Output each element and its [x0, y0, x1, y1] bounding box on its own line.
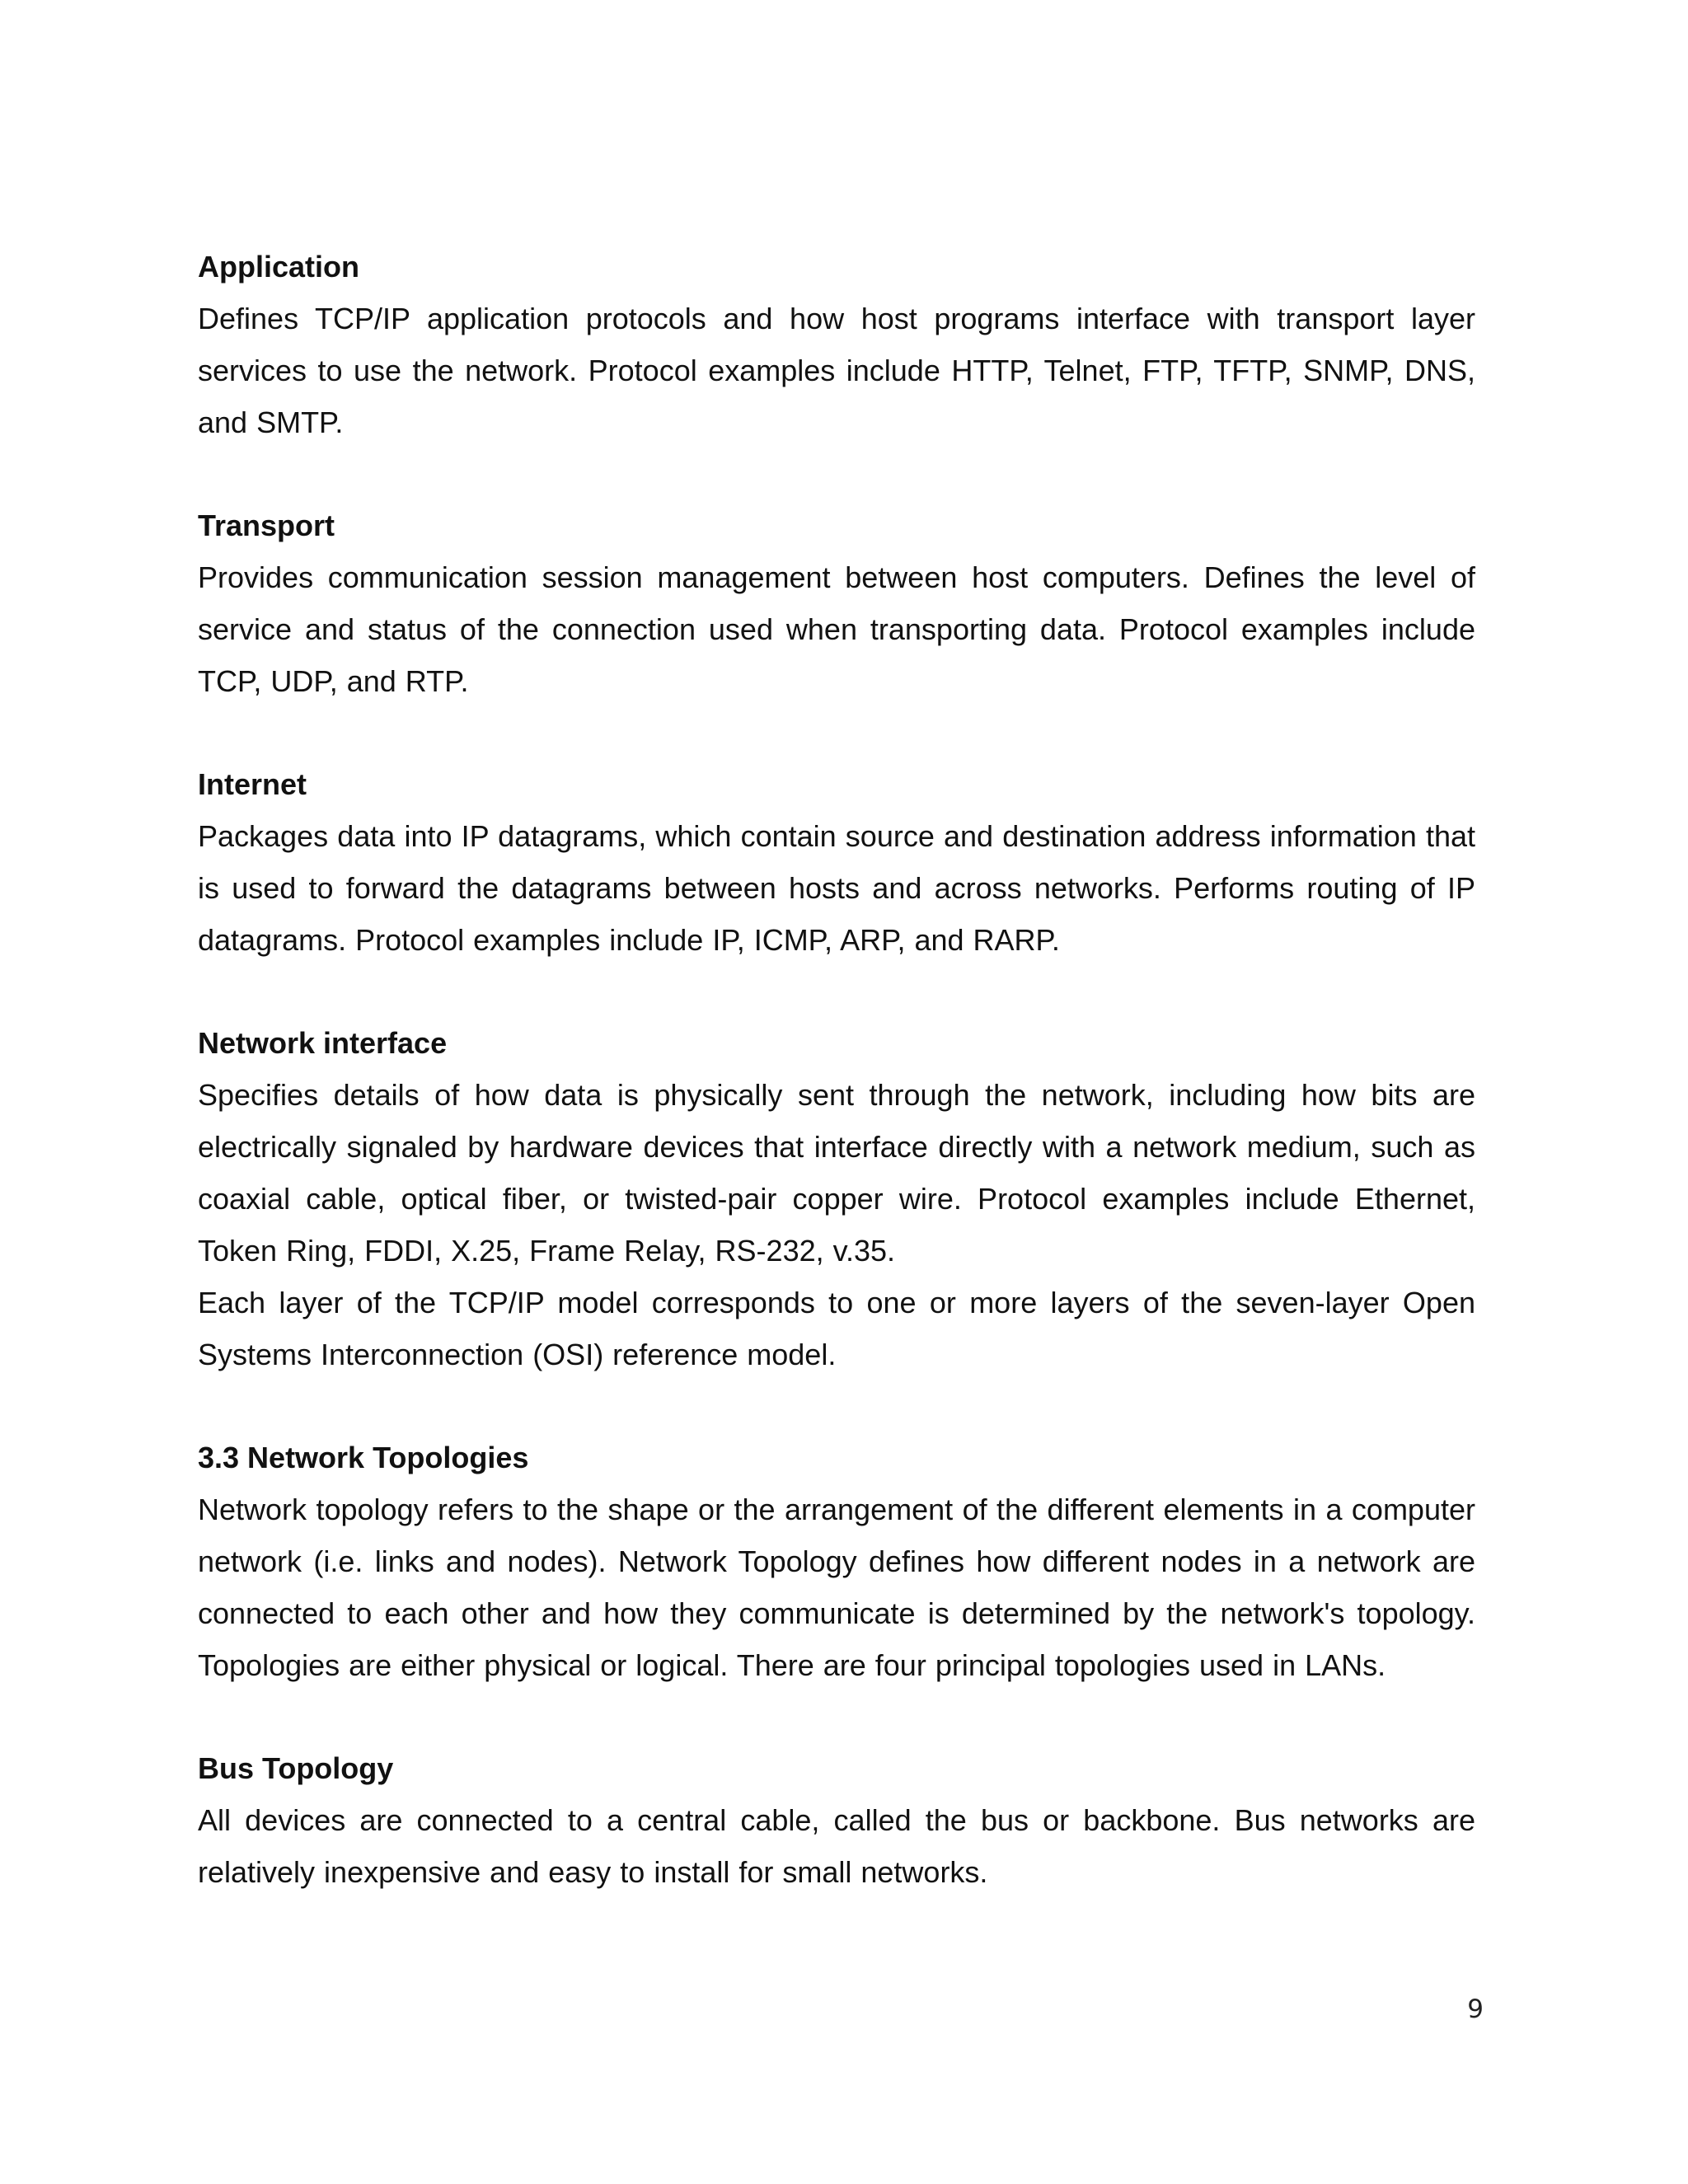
section-bus-topology [198, 1742, 1475, 1898]
section-heading: Bus Topology [198, 1751, 394, 1785]
section-paragraph: Packages data into IP datagrams, which contain source and destination address information that is used to forward the datagrams between hosts and across networks. Performs routing of IP datagrams. Protocol examples include IP, ICMP, ARP, and RARP. [198, 819, 1475, 957]
section-paragraph: Each layer of the TCP/IP model corresponds to one or more layers of the seven-layer Open Systems Interconnection (OSI) reference model. [198, 1286, 1475, 1371]
section-heading: 3.3 Network Topologies [198, 1441, 529, 1474]
section-paragraph: Network topology refers to the shape or the arrangement of the different elements in a computer network (i.e. links and nodes). Network Topology defines how different nodes in a network are connected to each other and how they communicate is determined by the network's topology. Topologies are either physical or logical. There are four principal topologies used in LANs. [198, 1493, 1475, 1682]
section-paragraph: Provides communication session management between host computers. Defines the level of service and status of the connection used when transporting data. Protocol examples include TCP, UDP, and RTP. [198, 560, 1475, 698]
section-paragraph: Specifies details of how data is physically sent through the network, including how bits are electrically signaled by hardware devices that interface directly with a network medium, such as coaxial cable, optical fiber, or twisted-pair copper wire. Protocol examples include Ethernet, Token Ring, FDDI, X.25, Frame Relay, RS-232, v.35. [198, 1078, 1475, 1268]
page-body [198, 241, 1475, 1898]
section-heading: Transport [198, 509, 335, 542]
section-paragraph: All devices are connected to a central cable, called the bus or backbone. Bus networks are relatively inexpensive and easy to install for small networks. [198, 1803, 1475, 1889]
section-heading: Internet [198, 767, 307, 801]
section-network-interface [198, 1017, 1475, 1380]
section-network-topologies [198, 1432, 1475, 1691]
section-internet [198, 758, 1475, 966]
section-heading: Network interface [198, 1026, 448, 1060]
section-transport [198, 499, 1475, 707]
section-heading: Application [198, 250, 359, 284]
section-application [198, 241, 1475, 448]
page-number: 9 [1467, 1994, 1484, 2024]
section-paragraph: Defines TCP/IP application protocols and how host programs interface with transport layer services to use the network. Protocol examples include HTTP, Telnet, FTP, TFTP, SNMP, DNS, and SMTP. [198, 302, 1475, 439]
